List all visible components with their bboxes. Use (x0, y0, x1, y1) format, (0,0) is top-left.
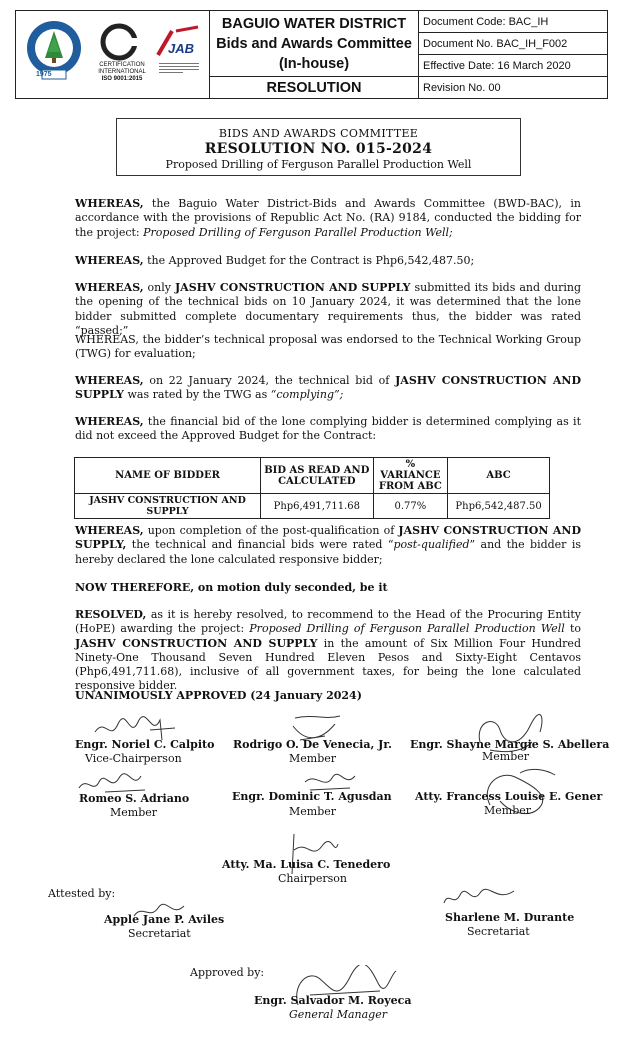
signatory-aviles-name: Apple Jane P. Aviles (104, 913, 225, 926)
bid-table-header: BID AS READ AND CALCULATED (261, 458, 374, 494)
signatory-agusdan-name: Engr. Dominic T. Agusdan (232, 790, 392, 803)
certification-logo-icon (99, 22, 139, 62)
bidder-name: JASHV CONSTRUCTION AND SUPPLY, (75, 524, 581, 552)
whereas-label: WHEREAS, (75, 374, 144, 387)
bidder-name: JASHV CONSTRUCTION AND SUPPLY (75, 374, 581, 402)
signatory-devenecia-name: Rodrigo O. De Venecia, Jr. (233, 738, 392, 751)
bid-table-cell: Php6,542,487.50 (448, 494, 550, 519)
whereas-label: WHEREAS, (75, 524, 144, 537)
resolved-paragraph (75, 608, 581, 694)
signatory-gener-name: Atty. Francess Louise E. Gener (415, 790, 603, 803)
approved-by-label: Approved by: (190, 966, 265, 979)
para-text: as it is hereby resolved, to recommend to the Head of the Procuring Entity (HoPE) awarding the project: (75, 608, 581, 636)
now-therefore: NOW THEREFORE, on motion duly seconded, be it (75, 581, 388, 594)
resolution-title-box (116, 118, 521, 176)
para-text: the financial bid of the lone complying bidder is determined complying as it did not exceed the Approved Budget for the Contract: (75, 415, 581, 443)
bid-table-header: ABC (448, 458, 550, 494)
effective-date: Effective Date: 16 March 2020 (419, 55, 608, 77)
committee-name: Bids and Awards Committee (216, 35, 412, 52)
signatory-durante-role: Secretariat (467, 925, 530, 938)
para-text: only (143, 281, 175, 294)
whereas-paragraph-2 (75, 254, 581, 268)
para-text: was rated by the TWG as (123, 388, 271, 402)
signatory-adriano-name: Romeo S. Adriano (79, 792, 190, 805)
whereas-paragraph-3 (75, 281, 581, 338)
document-header (15, 10, 608, 99)
bidder-name: JASHV CONSTRUCTION AND SUPPLY (174, 281, 411, 294)
whereas-paragraph-1 (75, 197, 581, 240)
org-name: BAGUIO WATER DISTRICT (221, 15, 407, 32)
signatory-royeca-name: Engr. Salvador M. Royeca (254, 994, 412, 1007)
whereas-paragraph-6 (75, 415, 581, 444)
header-title-cell (210, 11, 419, 77)
para-text: the Baguio Water District-Bids and Awards Committee (BWD-BAC), in accordance with the provisions of Republic Act No. (RA) 9184, conducted the bidding for the project: (75, 197, 581, 239)
signatory-tenedero-name: Atty. Ma. Luisa C. Tenedero (222, 858, 391, 871)
project-title: Proposed Drilling of Ferguson Parallel Production Well (165, 158, 472, 171)
para-text: to (564, 622, 581, 636)
jab-fine-print (159, 61, 199, 75)
para-text: in the amount of Six Million Four Hundred Ninety-One Thousand Seven Hundred Eleven Pesos and Sixty-Eight Centavos (Php6,491,711.68), inclusive of all government taxes, for being the lone calculated responsive bidder. (75, 636, 581, 693)
cert-iso: ISO 9001:2015 (101, 76, 143, 82)
project-name: Proposed Drilling of Ferguson Parallel Production Well (249, 622, 565, 636)
whereas-paragraph-5 (75, 374, 581, 403)
jab-text: JAB (168, 41, 195, 56)
whereas-label: WHEREAS, (75, 415, 144, 428)
logo-cell (16, 11, 210, 99)
para-text: the Approved Budget for the Contract is Php6,542,487.50; (143, 254, 475, 267)
bid-table-cell: 0.77% (373, 494, 448, 519)
bid-table-header: % VARIANCE FROM ABC (373, 458, 448, 494)
cert-label-1: CERTIFICATION (99, 62, 145, 68)
signatory-tenedero-role: Chairperson (278, 872, 347, 885)
doc-number: Document No. BAC_IH_F002 (419, 33, 608, 55)
signatory-agusdan-role: Member (289, 805, 337, 818)
title-committee: BIDS AND AWARDS COMMITTEE (218, 127, 419, 140)
resolution-number: RESOLUTION NO. 015-2024 (204, 141, 433, 157)
resolved-label: RESOLVED, (75, 608, 147, 621)
whereas-label: WHEREAS, (75, 254, 144, 267)
whereas-label: WHEREAS, (75, 197, 144, 210)
bwd-seal-logo (26, 16, 82, 86)
signatory-calpito-name: Engr. Noriel C. Calpito (75, 738, 215, 751)
cert-label-2: INTERNATIONAL (98, 69, 146, 75)
para-text: upon completion of the post-qualification of (143, 524, 399, 537)
inhouse-label: (In-house) (278, 55, 350, 72)
bid-table-cell: JASHV CONSTRUCTION AND SUPPLY (75, 494, 261, 519)
signatory-adriano-role: Member (110, 806, 158, 819)
bid-table-cell: Php6,491,711.68 (261, 494, 374, 519)
signatory-durante-name: Sharlene M. Durante (445, 911, 575, 924)
doc-type: RESOLUTION (210, 77, 419, 99)
attested-by-label: Attested by: (48, 887, 116, 900)
bid-table-header: NAME OF BIDDER (75, 458, 261, 494)
signatory-devenecia-role: Member (289, 752, 337, 765)
para-text: submitted its bids and during the opening of the technical bids on 10 January 2024, it was determined that the lone bidder submitted complete documentary requirements thus, the bidder was rated “passed;” (75, 281, 582, 337)
whereas-label: WHEREAS, (75, 281, 144, 294)
signatory-gener-role: Member (484, 804, 532, 817)
bid-table (74, 457, 550, 519)
bwd-seal-year: 1975 (36, 71, 52, 78)
signatory-royeca-role: General Manager (289, 1008, 387, 1021)
signatory-abellera-name: Engr. Shayne Margie S. Abellera (410, 738, 610, 751)
bidder-name: JASHV CONSTRUCTION AND SUPPLY (75, 636, 318, 650)
para-text: the technical and financial bids were rated “ (126, 538, 394, 552)
whereas-paragraph-4: WHEREAS, the bidder’s technical proposal was endorsed to the Technical Working Group (TWG) for evaluation; (75, 333, 581, 361)
approval-statement: UNANIMOUSLY APPROVED (24 January 2024) (75, 689, 362, 702)
para-text: on 22 January 2024, the technical bid of (143, 374, 396, 387)
signature-durante (440, 885, 520, 911)
bwd-seal-text (17, 11, 18, 26)
signatory-aviles-role: Secretariat (128, 927, 191, 940)
revision-number: Revision No. 00 (419, 77, 608, 99)
table-row (75, 494, 550, 519)
signatory-abellera-role: Member (482, 750, 530, 763)
doc-code: Document Code: BAC_IH (419, 11, 608, 33)
para-text: ” and the bidder is hereby declared the lone calculated responsive bidder; (75, 538, 582, 566)
whereas-paragraph-7 (75, 524, 581, 567)
rating-text: “complying”; (270, 388, 344, 402)
rating-text: post-qualified (393, 538, 470, 552)
project-name: Proposed Drilling of Ferguson Parallel Production Well; (143, 225, 453, 239)
signatory-calpito-role: Vice-Chairperson (85, 752, 182, 765)
